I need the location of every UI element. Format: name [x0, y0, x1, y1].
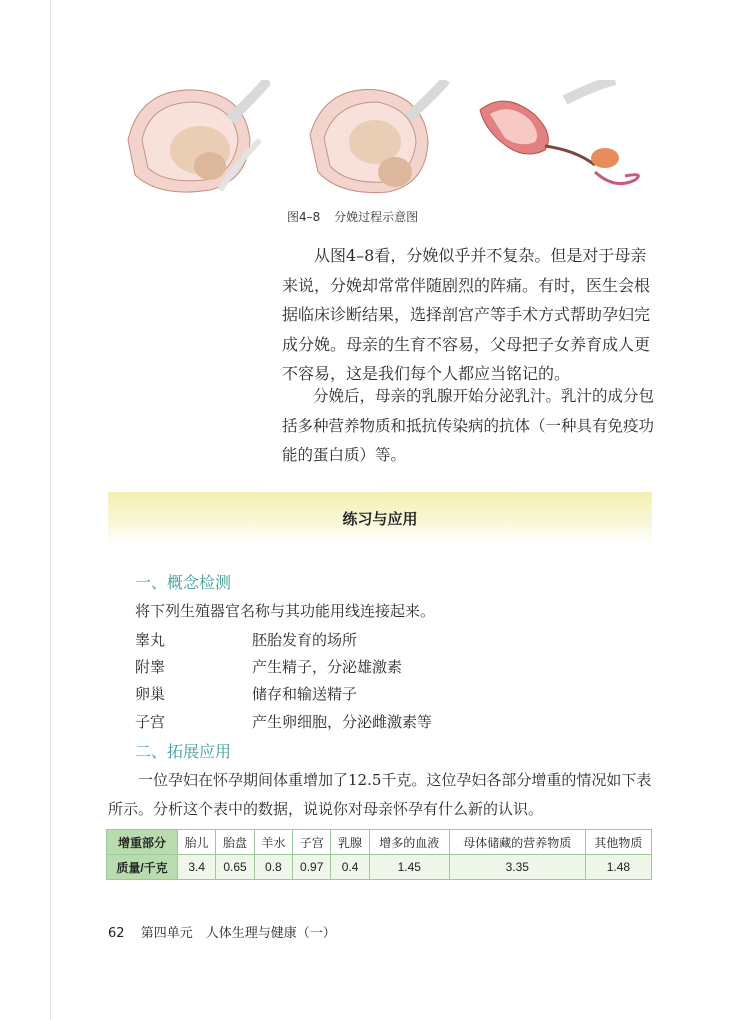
weight-gain-table — [106, 829, 652, 880]
table-cell: 1.48 — [585, 855, 651, 880]
column-header: 胎儿 — [178, 830, 216, 855]
table-cell: 0.65 — [216, 855, 254, 880]
matching-instruction: 将下列生殖器官名称与其功能用线连接起来。 — [135, 602, 436, 620]
table-cell: 0.4 — [331, 855, 369, 880]
figure-caption-text: 分娩过程示意图 — [334, 210, 419, 224]
column-header: 羊水 — [254, 830, 292, 855]
figure-number: 图4–8 — [287, 210, 321, 224]
function-label: 胚胎发育的场所 — [252, 631, 358, 649]
function-label: 产生卵细胞，分泌雌激素等 — [252, 713, 433, 731]
section-heading-extended-application: 二、拓展应用 — [135, 742, 232, 761]
column-header: 子宫 — [293, 830, 331, 855]
function-label: 储存和输送精子 — [252, 685, 358, 703]
childbirth-stage-3-illustration — [475, 80, 650, 198]
extended-application-text: 一位孕妇在怀孕期间体重增加了12.5千克。这位孕妇各部分增重的情况如下表所示。分析这个表中的数据，说说你对母亲怀孕有什么新的认识。 — [108, 771, 652, 818]
childbirth-stage-2-illustration — [300, 80, 450, 198]
column-header: 母体储藏的营养物质 — [449, 830, 585, 855]
table-header-row — [107, 830, 652, 855]
table-cell: 1.45 — [369, 855, 449, 880]
page-edge — [50, 0, 51, 1020]
column-header: 乳腺 — [331, 830, 369, 855]
exercise-band — [108, 492, 652, 544]
table-cell: 0.8 — [254, 855, 292, 880]
column-header: 其他物质 — [585, 830, 651, 855]
page-footer — [108, 922, 336, 941]
organ-label: 子宫 — [135, 713, 166, 731]
table-cell: 3.35 — [449, 855, 585, 880]
table-cell: 3.4 — [178, 855, 216, 880]
row-header: 增重部分 — [107, 830, 178, 855]
paragraph-childbirth: 从图4–8看，分娩似乎并不复杂。但是对于母亲来说，分娩却常常伴随剧烈的阵痛。有时，医生会根据临床诊断结果，选择剖宫产等手术方式帮助孕妇完成分娩。母亲的生育不容易，父母把子女养育成人更不容易，这是我们每个人都应当铭记的。 — [282, 246, 651, 383]
column-header: 增多的血液 — [369, 830, 449, 855]
organ-label: 卵巢 — [135, 685, 166, 703]
row-header: 质量/千克 — [107, 855, 178, 880]
childbirth-figure — [120, 80, 650, 200]
exercise-title: 练习与应用 — [342, 510, 418, 528]
organ-label: 睾丸 — [135, 631, 166, 649]
organ-label: 附睾 — [135, 658, 166, 676]
paragraph-lactation: 分娩后，母亲的乳腺开始分泌乳汁。乳汁的成分包括多种营养物质和抵抗传染病的抗体（一种具有免疫功能的蛋白质）等。 — [282, 387, 655, 464]
figure-caption — [287, 208, 418, 225]
table-row — [107, 855, 652, 880]
function-label: 产生精子，分泌雄激素 — [252, 658, 403, 676]
column-header: 胎盘 — [216, 830, 254, 855]
table-cell: 0.97 — [293, 855, 331, 880]
section-heading-concept-check: 一、概念检测 — [135, 573, 232, 592]
unit-title: 第四单元 人体生理与健康（一） — [140, 926, 336, 941]
childbirth-stage-1-illustration — [120, 80, 270, 198]
page-number: 62 — [108, 926, 125, 941]
